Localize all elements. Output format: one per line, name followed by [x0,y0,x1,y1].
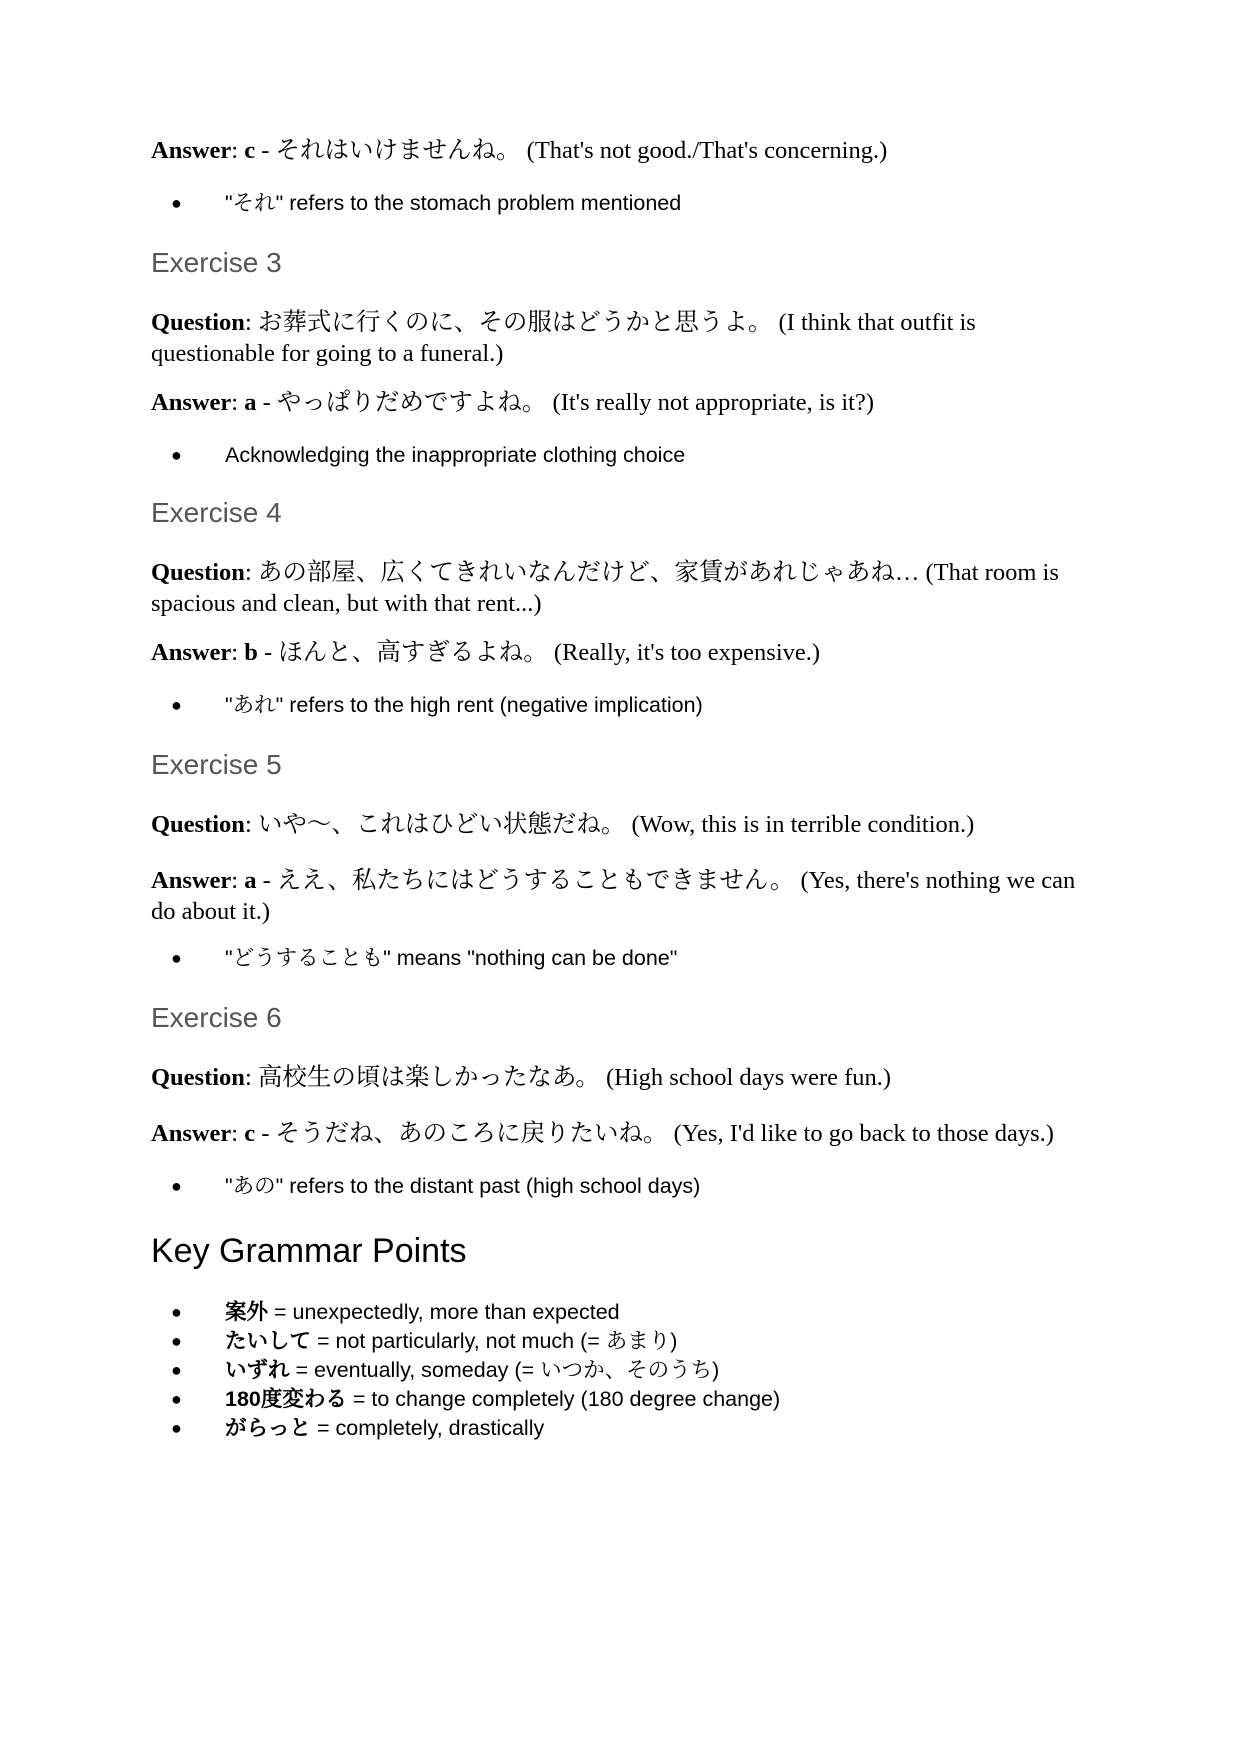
bullet-icon: ● [171,1418,182,1438]
question-paragraph: Question: 高校生の頃は楽しかったなあ。 (High school days were fun.) [151,1064,892,1091]
answer-label: Answer [151,867,232,894]
grammar-definition: = to change completely (180 degree change) [346,1387,781,1411]
question-paragraph: Question: いや〜、これはひどい状態だね。 (Wow, this is in terrible condition.) [151,811,975,838]
grammar-definition: = eventually, someday (= いつか、そのうち) [289,1358,720,1382]
answer-paragraph: Answer: a - やっぱりだめですよね。 (It's really not appropriate, is it?) [151,389,874,416]
answer-letter: c [244,1120,256,1147]
grammar-entry [225,1355,719,1385]
answer-letter: c [244,137,256,164]
bullet-icon: ● [171,1360,182,1380]
exercise-heading: Exercise 3 [151,247,282,278]
question-label: Question [151,309,245,336]
question-text: お葬式に行くのに、その服はどうかと思うよ。 (I think that outfit is questionable for going to a funeral.) [151,309,976,367]
grammar-entry [225,1413,544,1443]
bullet-icon: ● [171,1331,182,1351]
bullet-icon: ● [171,445,182,465]
question-label: Question [151,559,245,586]
note-text: Acknowledging the inappropriate clothing choice [225,443,686,467]
bullet-icon: ● [171,695,182,715]
grammar-entry [225,1384,780,1414]
bullet-icon: ● [171,948,182,968]
answer-text: ほんと、高すぎるよね。 (Really, it's too expensive.) [278,639,821,666]
answer-label: Answer [151,639,232,666]
answer-letter: b [244,639,258,666]
note-text: "あの" refers to the distant past (high school days) [225,1174,701,1198]
question-text: いや〜、これはひどい状態だね。 (Wow, this is in terrible condition.) [257,811,975,838]
grammar-definition: = completely, drastically [311,1416,545,1440]
section-heading: Key Grammar Points [151,1232,467,1270]
grammar-term: 案外 [225,1300,269,1324]
note-text: "あれ" refers to the high rent (negative implication) [225,693,703,717]
answer-label: Answer [151,137,232,164]
grammar-term: がらっと [225,1416,312,1440]
grammar-definition: = not particularly, not much (= あまり) [311,1329,678,1353]
answer-paragraph: Answer: b - ほんと、高すぎるよね。 (Really, it's too expensive.) [151,639,821,666]
answer-label: Answer [151,389,232,416]
question-label: Question [151,1064,245,1091]
question-paragraph: Question: あの部屋、広くてきれいなんだけど、家賃があれじゃあね… (That room is spacious and clean, but with that rent...) [151,559,1059,617]
note-text: "それ" refers to the stomach problem mentioned [225,191,682,215]
answer-paragraph: Answer: c - そうだね、あのころに戻りたいね。 (Yes, I'd like to go back to those days.) [151,1120,1054,1147]
answer-label: Answer [151,1120,232,1147]
answer-paragraph: Answer: c - それはいけませんね。 (That's not good./That's concerning.) [151,137,888,164]
bullet-icon: ● [171,1302,182,1322]
question-text: 高校生の頃は楽しかったなあ。 (High school days were fun.) [257,1064,892,1091]
question-text: あの部屋、広くてきれいなんだけど、家賃があれじゃあね… (That room is spacious and clean, but with that rent...) [151,559,1059,617]
exercise-heading: Exercise 6 [151,1002,282,1033]
answer-letter: a [244,389,257,416]
bullet-icon: ● [171,1389,182,1409]
answer-text: それはいけませんね。 (That's not good./That's concerning.) [275,137,888,164]
grammar-term: 180度変わる [225,1387,347,1411]
answer-paragraph: Answer: a - ええ、私たちにはどうすることもできません。 (Yes, there's nothing we can do about it.) [151,867,1076,925]
note-text: "どうすることも" means "nothing can be done" [225,946,678,970]
bullet-icon: ● [171,193,182,213]
exercise-heading: Exercise 4 [151,497,282,528]
answer-text: ええ、私たちにはどうすることもできません。 (Yes, there's nothing we can do about it.) [151,867,1076,925]
bullet-icon: ● [171,1176,182,1196]
question-label: Question [151,811,245,838]
answer-text: やっぱりだめですよね。 (It's really not appropriate, is it?) [276,389,874,416]
grammar-term: いずれ [225,1358,290,1382]
exercise-heading: Exercise 5 [151,749,282,780]
question-paragraph: Question: お葬式に行くのに、その服はどうかと思うよ。 (I think that outfit is questionable for going to a funeral.) [151,309,976,367]
grammar-entry [225,1326,677,1356]
answer-text: そうだね、あのころに戻りたいね。 (Yes, I'd like to go back to those days.) [275,1120,1054,1147]
grammar-term: たいして [225,1329,312,1353]
answer-letter: a [244,867,257,894]
grammar-entry [225,1297,620,1327]
grammar-definition: = unexpectedly, more than expected [268,1300,620,1324]
